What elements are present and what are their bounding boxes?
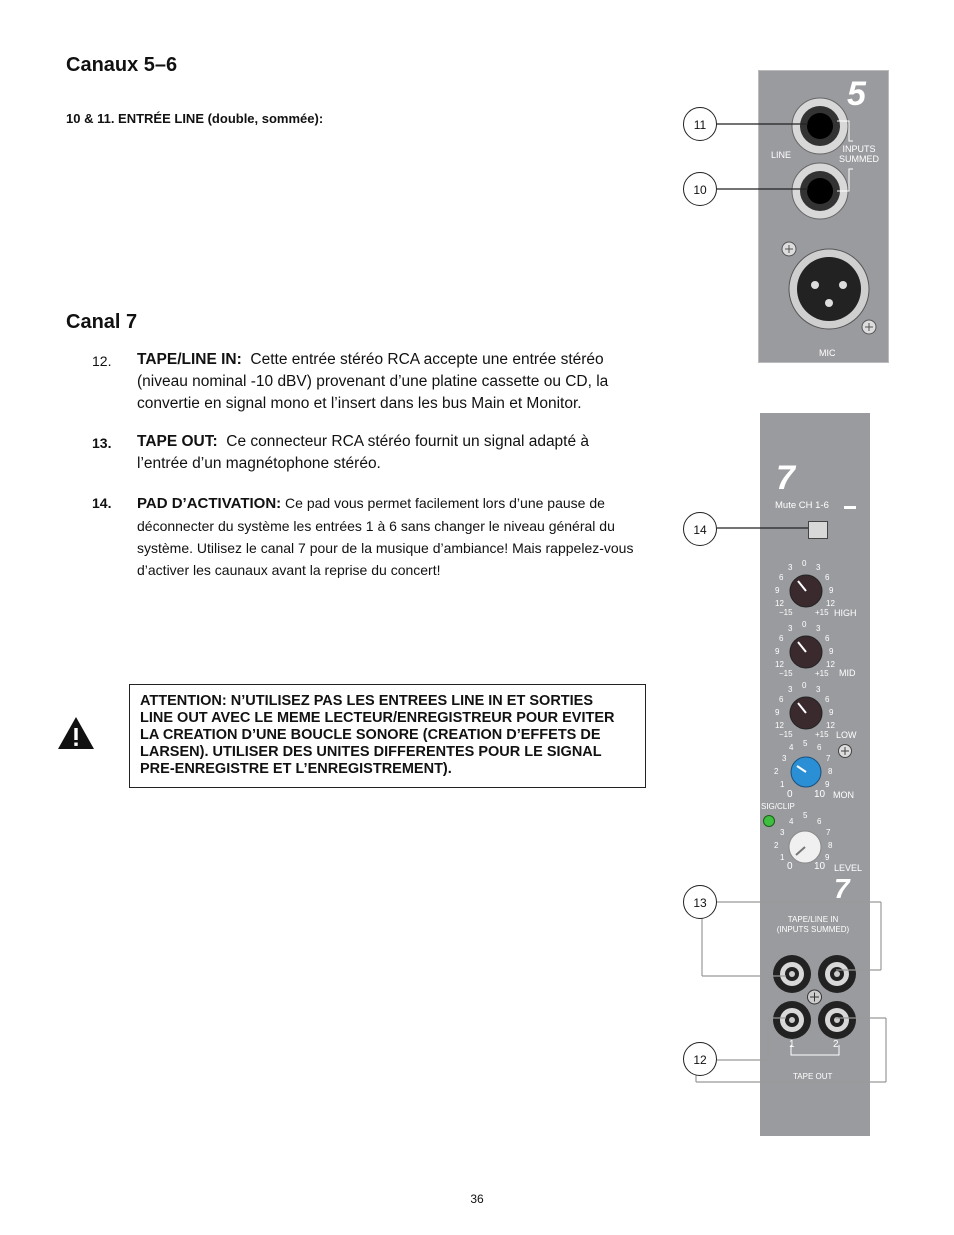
item-text: convertie en signal mono et l’insert dans les bus Main et Monitor.: [137, 395, 582, 412]
line-label: LINE: [771, 150, 792, 160]
jack-2-label: 2: [833, 1039, 839, 1050]
item-text: Ce connecteur RCA stéréo fournit un signal adapté à: [226, 433, 590, 450]
mute-indicator: [844, 506, 856, 509]
channel-number: 5: [847, 75, 866, 113]
tick: 7: [826, 828, 831, 837]
tape-line-in-line: (INPUTS SUMMED): [776, 925, 850, 934]
tape-line-in-line: TAPE/LINE IN: [787, 915, 839, 924]
item-label: TAPE OUT:: [137, 433, 218, 450]
item-text: Ce pad vous permet facilement lors d’une pause de: [285, 495, 605, 511]
tick: 6: [779, 695, 784, 704]
item-label: TAPE/LINE IN:: [137, 351, 242, 368]
tick: +15: [815, 669, 829, 678]
tick: 9: [775, 708, 780, 717]
warning-line: PRE-ENREGISTRE ET L’ENREGISTREMENT).: [140, 761, 452, 777]
level-label: LEVEL: [834, 863, 863, 873]
tick: 9: [829, 586, 834, 595]
summed-bracket: [835, 119, 855, 193]
xlr-jack: [779, 239, 879, 339]
mon-label: MON: [833, 790, 854, 800]
low-label: LOW: [836, 730, 857, 740]
tick: 6: [779, 573, 784, 582]
subtitle-entree-line: 10 & 11. ENTRÉE LINE (double, sommée):: [66, 111, 324, 126]
tick: 2: [774, 841, 779, 850]
warning-line: LA CREATION D’UNE BOUCLE SONORE (CREATION D’EFFETS DE: [140, 727, 601, 743]
panel-channel-5: [758, 70, 889, 363]
inputs-summed-line: INPUTS: [842, 144, 876, 154]
item-text: l’entrée d’un magnétophone stéréo.: [137, 455, 381, 472]
tick: 12: [775, 599, 784, 608]
channel-number: 7: [776, 459, 795, 497]
tick: 9: [775, 647, 780, 656]
tape-out-label: TAPE OUT: [793, 1072, 833, 1081]
item-text: d’activer les caunaux avant la reprise du concert!: [137, 562, 441, 578]
item-number: 12.: [92, 353, 112, 369]
mid-label: MID: [839, 668, 856, 678]
tick: 3: [816, 624, 821, 633]
page-number: 36: [470, 1192, 484, 1206]
tick: 9: [775, 586, 780, 595]
tick: 3: [816, 563, 821, 572]
warning-line: ATTENTION: N’UTILISEZ PAS LES ENTREES LINE IN ET SORTIES: [140, 693, 594, 709]
tick: 3: [788, 563, 793, 572]
channel-number-small: 7: [834, 873, 850, 904]
tick: 12: [826, 660, 835, 669]
item-13: [92, 431, 642, 475]
tick: 6: [825, 634, 830, 643]
inputs-summed-line: SUMMED: [839, 154, 879, 164]
tick: 6: [817, 817, 822, 826]
tick: 10: [814, 861, 826, 872]
item-12: [92, 349, 642, 415]
tick: 8: [828, 841, 833, 850]
callout-10: 10: [683, 172, 717, 206]
tick: 12: [826, 599, 835, 608]
callout-lines-top: [700, 120, 820, 200]
tick: 9: [829, 708, 834, 717]
item-number: 13.: [92, 435, 112, 451]
warning-line: LARSEN). UTILISER DES UNITES DIFFERENTES POUR LE SIGNAL: [140, 744, 602, 760]
tick: 1: [780, 853, 785, 862]
tick: 3: [816, 685, 821, 694]
tick: 4: [789, 817, 794, 826]
tick: 3: [780, 828, 785, 837]
tick: 6: [825, 573, 830, 582]
tick: 0: [802, 620, 807, 629]
item-text: Cette entrée stéréo RCA accepte une entrée stéréo: [250, 351, 604, 368]
callout-11: 11: [683, 107, 717, 141]
mic-label: MIC: [819, 348, 836, 358]
mute-label: Mute CH 1-6: [775, 500, 829, 511]
tick: −15: [779, 669, 793, 678]
tick: 12: [775, 660, 784, 669]
high-label: HIGH: [834, 608, 857, 618]
callout-12: 12: [683, 1042, 717, 1076]
tick: 6: [825, 695, 830, 704]
item-text: (niveau nominal -10 dBV) provenant d’une platine cassette ou CD, la: [137, 373, 609, 390]
callout-lines-bottom: [690, 515, 890, 1087]
tick: 8: [828, 767, 833, 776]
tick: −15: [779, 608, 793, 617]
callout-13: 13: [683, 885, 717, 919]
section-title-canal7: Canal 7: [66, 311, 138, 333]
jack-1-label: 1: [789, 1039, 795, 1050]
tick: 0: [802, 681, 807, 690]
warning-box: [129, 684, 646, 788]
tick: 5: [803, 811, 808, 820]
item-text: déconnecter du système les entrées 1 à 6 sans changer le niveau général du: [137, 518, 615, 534]
item-label: PAD D’ACTIVATION:: [137, 495, 282, 512]
sigclip-label: SIG/CLIP: [761, 802, 795, 811]
tick: 3: [788, 624, 793, 633]
tick: 5: [803, 739, 808, 748]
tick: 3: [788, 685, 793, 694]
tick: 12: [775, 721, 784, 730]
tick: 1: [780, 780, 785, 789]
tick: 0: [787, 861, 793, 872]
tick: +15: [815, 730, 829, 739]
callout-14: 14: [683, 512, 717, 546]
warning-icon: [56, 715, 96, 751]
item-number: 14.: [92, 495, 112, 511]
tick: 6: [779, 634, 784, 643]
tick: 12: [826, 721, 835, 730]
tick: 9: [829, 647, 834, 656]
warning-line: LINE OUT AVEC LE MEME LECTEUR/ENREGISTREUR POUR EVITER: [140, 710, 615, 726]
section-title-canaux: Canaux 5–6: [66, 54, 178, 76]
tick: 10: [814, 789, 826, 800]
tick: 0: [802, 559, 807, 568]
tick: 4: [789, 743, 794, 752]
tick: 7: [826, 754, 831, 763]
tick: 6: [817, 743, 822, 752]
tick: +15: [815, 608, 829, 617]
tick: 3: [782, 754, 787, 763]
tick: 2: [774, 767, 779, 776]
tick: 0: [787, 789, 793, 800]
tick: 9: [825, 780, 830, 789]
tick: 9: [825, 853, 830, 862]
tick: −15: [779, 730, 793, 739]
item-text: système. Utilisez le canal 7 pour de la musique d’ambiance! Mais rappelez-vous: [137, 540, 634, 556]
item-14: [92, 492, 642, 581]
